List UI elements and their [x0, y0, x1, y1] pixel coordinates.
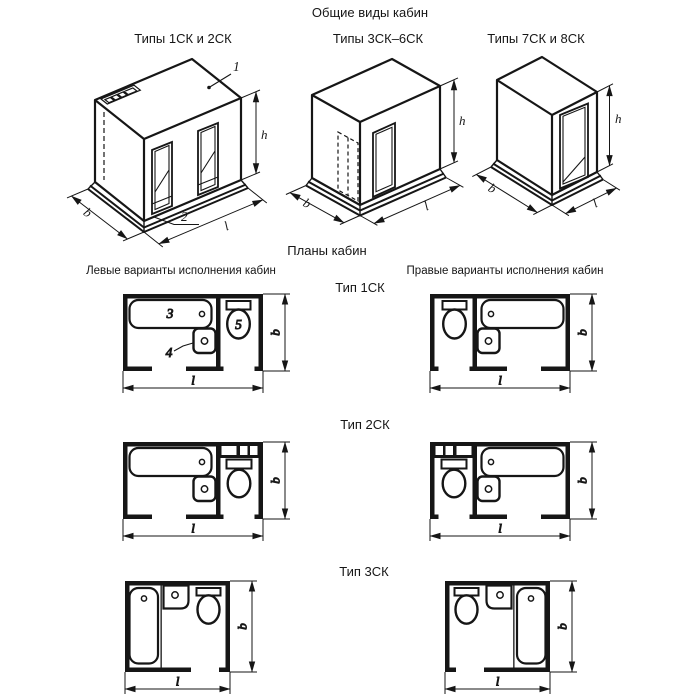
iso-view-types-1sk-2sk	[55, 55, 290, 260]
callout-washbasin: 4	[165, 345, 173, 360]
dim-h	[241, 90, 260, 180]
vent-grille	[218, 443, 259, 458]
dim-l-label: l	[421, 198, 431, 214]
plan-1sk-left	[109, 280, 323, 403]
dim-b-label: b	[267, 477, 283, 484]
washbasin	[194, 329, 216, 354]
row-label-2sk: Тип 2СК	[340, 417, 390, 432]
column-heading-right: Правые варианты исполнения кабин	[406, 265, 604, 277]
iso-heading-types-3sk-6sk: Типы 3СК–6СК	[332, 31, 424, 46]
toilet	[455, 588, 479, 624]
plan-3sk-left	[111, 567, 290, 700]
toilet	[197, 588, 221, 624]
callout-bath: 3	[166, 306, 174, 321]
row-label-3sk: Тип 3СК	[339, 564, 389, 579]
dim-l-label: l	[175, 673, 180, 689]
plan-3sk-right	[431, 567, 610, 700]
dim-l-label: l	[589, 195, 600, 211]
plan-2sk-right	[416, 428, 630, 551]
iso-view-types-3sk-6sk	[285, 55, 480, 243]
dim-b-label: b	[234, 623, 250, 630]
washbasin	[194, 477, 216, 502]
bathtub	[482, 448, 564, 476]
toilet	[227, 460, 252, 498]
dim-h	[597, 84, 613, 172]
dim-b-label: b	[574, 329, 590, 336]
washbasin	[478, 477, 500, 502]
dim-l-label: l	[498, 520, 502, 536]
toilet	[442, 460, 467, 498]
bathtub	[482, 300, 564, 328]
dim-b-label: b	[485, 180, 500, 197]
title-plans: Планы кабин	[287, 243, 367, 258]
dim-b-label: b	[554, 623, 570, 630]
dim-l-label: l	[191, 372, 195, 388]
dim-l-label: l	[191, 520, 195, 536]
dim-h	[440, 78, 458, 169]
dim-b-label: b	[267, 329, 283, 336]
title-general-views: Общие виды кабин	[311, 5, 429, 20]
callout-toilet: 5	[235, 317, 242, 332]
dim-b-label: b	[574, 477, 590, 484]
vent-grille	[435, 443, 476, 458]
dim-h-label: h	[615, 111, 622, 126]
plan-1sk-right	[416, 280, 630, 403]
bathtub	[130, 448, 212, 476]
dim-b-label: b	[300, 194, 314, 212]
bathtub	[517, 588, 546, 664]
washbasin	[164, 586, 189, 609]
washbasin	[487, 586, 512, 609]
svg-text:1: 1	[233, 59, 240, 74]
dim-h-label: h	[459, 113, 466, 128]
callout-leader	[174, 343, 193, 351]
svg-text:2: 2	[181, 209, 188, 224]
plan-2sk-left	[109, 428, 323, 551]
row-label-1sk: Тип 1СК	[335, 280, 385, 295]
toilet	[443, 301, 467, 339]
dim-l-label: l	[221, 218, 231, 234]
dim-b-label: b	[80, 204, 96, 221]
bathtub	[130, 588, 159, 664]
dim-l-label: l	[495, 673, 500, 689]
column-heading-left: Левые варианты исполнения кабин	[86, 265, 276, 277]
dim-h-label: h	[261, 127, 268, 142]
dim-l-label: l	[498, 372, 502, 388]
iso-heading-types-7sk-8sk: Типы 7СК и 8СК	[487, 31, 585, 46]
iso-view-types-7sk-8sk	[470, 55, 670, 243]
iso-heading-types-1sk-2sk: Типы 1СК и 2СК	[134, 31, 232, 46]
washbasin	[478, 329, 500, 354]
